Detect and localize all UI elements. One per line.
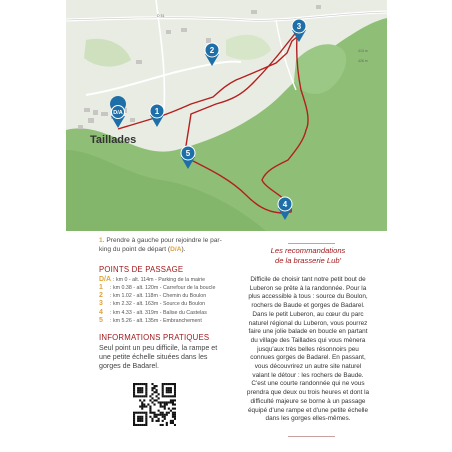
qr-module: [139, 395, 141, 397]
qr-module: [139, 391, 141, 393]
waypoint-text: : km 0.38 - alt. 120m - Carrefour de la boucle: [110, 285, 216, 292]
qr-module: [174, 414, 176, 416]
qr-module: [162, 414, 164, 416]
qr-module: [145, 420, 147, 422]
qr-module: [137, 395, 139, 397]
qr-module: [158, 397, 160, 399]
qr-module: [164, 383, 166, 385]
waypoint-row: [99, 292, 219, 300]
qr-module: [168, 395, 170, 397]
qr-module: [137, 416, 139, 418]
qr-module: [135, 383, 137, 385]
qr-module: [151, 389, 153, 391]
qr-module: [156, 395, 158, 397]
waypoint-row: [99, 284, 219, 292]
town-label: Taillades: [90, 134, 137, 146]
qr-module: [174, 395, 176, 397]
qr-module: [172, 420, 174, 422]
qr-module: [145, 389, 147, 391]
qr-module: [151, 393, 153, 395]
qr-module: [172, 401, 174, 403]
map-graphic: [66, 0, 387, 231]
qr-module: [156, 391, 158, 393]
qr-module: [133, 414, 135, 416]
qr-module: [162, 395, 164, 397]
qr-module: [170, 401, 172, 403]
qr-module: [160, 424, 162, 426]
qr-module: [164, 403, 166, 405]
qr-module: [158, 410, 160, 412]
qr-module: [162, 391, 164, 393]
qr-module: [137, 412, 139, 414]
qr-module: [172, 422, 174, 424]
qr-module: [172, 416, 174, 418]
waypoint-text: : km 0 - alt. 114m - Parking de la mairie: [113, 277, 206, 284]
qr-module: [162, 406, 164, 408]
qr-module: [145, 387, 147, 389]
qr-module: [156, 414, 158, 416]
qr-module: [133, 422, 135, 424]
qr-module: [143, 399, 145, 401]
qr-module: [166, 387, 168, 389]
qr-module: [172, 395, 174, 397]
waypoint-row: [99, 276, 219, 284]
qr-module: [172, 403, 174, 405]
qr-module: [166, 424, 168, 426]
qr-module: [174, 408, 176, 410]
qr-module: [133, 420, 135, 422]
qr-code-graphic: [133, 383, 176, 426]
waypoint-key: 5: [99, 316, 103, 324]
qr-module: [156, 385, 158, 387]
qr-module: [162, 401, 164, 403]
qr-module: [133, 391, 135, 393]
qr-module: [145, 418, 147, 420]
qr-module: [145, 412, 147, 414]
qr-module: [133, 418, 135, 420]
qr-module: [137, 418, 139, 420]
qr-module: [139, 418, 141, 420]
qr-module: [141, 412, 143, 414]
qr-module: [137, 424, 139, 426]
qr-code: [133, 383, 176, 426]
qr-module: [149, 395, 151, 397]
qr-module: [149, 410, 151, 412]
divider: [288, 243, 335, 244]
qr-module: [162, 387, 164, 389]
road-label: D 31: [157, 14, 165, 18]
qr-module: [133, 385, 135, 387]
qr-module: [166, 412, 168, 414]
qr-module: [153, 387, 155, 389]
points-title: POINTS DE PASSAGE: [99, 265, 184, 275]
reco-line: du village des Taillades qui vous mènera: [250, 336, 366, 344]
step-da: D/A: [170, 245, 182, 253]
qr-module: [149, 408, 151, 410]
qr-module: [168, 389, 170, 391]
qr-module: [174, 424, 176, 426]
qr-module: [139, 387, 141, 389]
qr-module: [168, 412, 170, 414]
qr-module: [149, 399, 151, 401]
qr-module: [133, 393, 135, 395]
svg-text:2: 2: [209, 46, 215, 55]
qr-module: [145, 385, 147, 387]
reco-title-line: de la brasserie Lub': [274, 256, 342, 265]
reco-line: vous découvrirez un autre site naturel: [254, 363, 362, 371]
qr-module: [158, 420, 160, 422]
qr-module: [137, 391, 139, 393]
qr-module: [166, 395, 168, 397]
svg-text:3: 3: [296, 22, 302, 31]
qr-module: [160, 403, 162, 405]
reco-line: Luberon se prête à la randonnée. Pour la: [249, 284, 367, 292]
qr-module: [166, 383, 168, 385]
qr-module: [153, 399, 155, 401]
elevation-label: 413 m: [358, 49, 368, 53]
qr-module: [139, 424, 141, 426]
waypoint-row: [99, 300, 219, 308]
waypoint-row: [99, 309, 219, 317]
qr-module: [133, 412, 135, 414]
reco-title-line: Les recommandations: [270, 246, 346, 255]
qr-module: [151, 397, 153, 399]
waypoint-key: 3: [99, 300, 103, 308]
qr-module: [170, 422, 172, 424]
qr-module: [151, 420, 153, 422]
qr-module: [156, 399, 158, 401]
qr-module: [162, 393, 164, 395]
svg-text:5: 5: [185, 149, 191, 158]
qr-module: [139, 412, 141, 414]
qr-module: [151, 412, 153, 414]
qr-module: [143, 424, 145, 426]
step-text: king du point de départ (: [99, 245, 171, 253]
qr-module: [172, 399, 174, 401]
qr-module: [168, 387, 170, 389]
waypoint-text: : km 1.02 - alt. 118m - Chemin du Boulon: [110, 293, 207, 300]
reco-line: naturel régional du Luberon, vous pourrez: [248, 319, 368, 327]
reco-line: valant le détour : les rochers de Baude.: [252, 371, 364, 379]
qr-module: [174, 383, 176, 385]
qr-module: [166, 389, 168, 391]
qr-module: [164, 416, 166, 418]
qr-module: [135, 395, 137, 397]
qr-module: [170, 389, 172, 391]
qr-module: [141, 391, 143, 393]
qr-module: [164, 418, 166, 420]
qr-module: [174, 389, 176, 391]
svg-text:4: 4: [282, 200, 288, 209]
qr-module: [160, 406, 162, 408]
qr-module: [153, 414, 155, 416]
trail-map: [66, 0, 387, 231]
reco-line: prendra que deux ou trois heures et dont la: [246, 389, 370, 397]
qr-module: [153, 416, 155, 418]
elevation-label: 426 m: [358, 59, 368, 63]
info-title: INFORMATIONS PRATIQUES: [99, 332, 210, 342]
qr-module: [145, 414, 147, 416]
qr-module: [133, 416, 135, 418]
qr-module: [164, 414, 166, 416]
qr-module: [143, 406, 145, 408]
qr-module: [164, 401, 166, 403]
reco-line: connues gorges de Badarel. En passant,: [250, 354, 366, 362]
qr-module: [133, 387, 135, 389]
qr-module: [174, 393, 176, 395]
qr-module: [141, 395, 143, 397]
qr-module: [156, 420, 158, 422]
qr-module: [149, 416, 151, 418]
qr-module: [158, 418, 160, 420]
qr-module: [143, 383, 145, 385]
page: [66, 0, 387, 452]
qr-module: [170, 399, 172, 401]
qr-module: [149, 406, 151, 408]
qr-module: [174, 399, 176, 401]
qr-module: [160, 401, 162, 403]
qr-module: [153, 403, 155, 405]
qr-module: [162, 416, 164, 418]
qr-module: [145, 391, 147, 393]
svg-text:1: 1: [154, 107, 160, 116]
waypoint-text: : km 4.33 - alt. 319m - Balise du Castelas: [110, 309, 207, 316]
qr-module: [137, 420, 139, 422]
qr-module: [153, 385, 155, 387]
qr-module: [139, 406, 141, 408]
qr-module: [151, 418, 153, 420]
waypoint-key: 2: [99, 292, 103, 300]
qr-module: [158, 414, 160, 416]
qr-module: [145, 422, 147, 424]
qr-module: [174, 391, 176, 393]
reco-line: rochers de Baude et gorges de Badarel.: [251, 302, 365, 310]
qr-module: [164, 408, 166, 410]
qr-module: [151, 387, 153, 389]
qr-module: [170, 383, 172, 385]
qr-module: [137, 389, 139, 391]
qr-module: [141, 418, 143, 420]
qr-module: [145, 383, 147, 385]
qr-module: [170, 395, 172, 397]
qr-module: [168, 408, 170, 410]
reco-line: jusqu'aux très belles résonnoirs peu: [257, 345, 359, 353]
qr-module: [162, 383, 164, 385]
qr-module: [170, 410, 172, 412]
step-number: 1.: [99, 237, 105, 244]
qr-module: [145, 393, 147, 395]
divider: [288, 436, 335, 437]
qr-module: [170, 391, 172, 393]
qr-module: [133, 424, 135, 426]
waypoint-row: [99, 317, 219, 325]
qr-module: [168, 391, 170, 393]
waypoint-key: 4: [99, 308, 103, 316]
qr-module: [139, 420, 141, 422]
qr-module: [151, 383, 153, 385]
qr-module: [133, 389, 135, 391]
qr-module: [143, 412, 145, 414]
qr-module: [156, 416, 158, 418]
qr-module: [133, 395, 135, 397]
qr-module: [141, 387, 143, 389]
waypoint-key: D/A: [99, 276, 112, 284]
qr-module: [162, 412, 164, 414]
reco-line: dans les gorges elles-mêmes.: [265, 415, 351, 423]
step-text: ).: [181, 245, 186, 253]
qr-module: [172, 408, 174, 410]
qr-module: [174, 403, 176, 405]
qr-module: [168, 401, 170, 403]
reco-line: difficulté majeure se borne à un passage: [250, 397, 366, 405]
qr-module: [145, 424, 147, 426]
qr-module: [133, 383, 135, 385]
qr-module: [135, 412, 137, 414]
qr-module: [156, 389, 158, 391]
qr-module: [166, 391, 168, 393]
qr-module: [145, 416, 147, 418]
step-text: Prendre à gauche pour rejoindre le par-: [106, 237, 222, 244]
qr-module: [141, 424, 143, 426]
qr-module: [139, 383, 141, 385]
qr-module: [170, 387, 172, 389]
reco-line: plus accessible à tous : source du Boulon,: [248, 293, 368, 301]
qr-module: [141, 389, 143, 391]
qr-module: [164, 395, 166, 397]
qr-module: [174, 387, 176, 389]
marker-da-label: D/A: [113, 110, 123, 116]
qr-module: [141, 408, 143, 410]
qr-module: [139, 399, 141, 401]
qr-module: [137, 383, 139, 385]
qr-module: [149, 412, 151, 414]
qr-module: [160, 414, 162, 416]
qr-module: [145, 406, 147, 408]
qr-module: [162, 420, 164, 422]
waypoint-text: : km 2.32 - alt. 163m - Source du Boulon: [110, 301, 206, 308]
qr-module: [145, 395, 147, 397]
qr-module: [172, 414, 174, 416]
qr-module: [147, 403, 149, 405]
qr-module: [164, 406, 166, 408]
waypoint-text: : km 5.26 - alt. 135m - Embranchement: [110, 317, 202, 324]
qr-module: [141, 416, 143, 418]
qr-module: [135, 424, 137, 426]
qr-module: [139, 416, 141, 418]
qr-module: [151, 401, 153, 403]
qr-module: [141, 403, 143, 405]
qr-module: [160, 412, 162, 414]
reco-line: Dans le petit Luberon, au cœur du parc: [252, 310, 364, 318]
qr-module: [172, 412, 174, 414]
qr-module: [153, 412, 155, 414]
qr-module: [174, 385, 176, 387]
qr-module: [172, 383, 174, 385]
qr-module: [139, 389, 141, 391]
qr-module: [158, 393, 160, 395]
qr-module: [162, 385, 164, 387]
qr-module: [137, 387, 139, 389]
waypoint-key: 1: [99, 284, 103, 292]
qr-module: [174, 416, 176, 418]
qr-module: [141, 383, 143, 385]
qr-module: [162, 424, 164, 426]
step-1: [99, 237, 224, 254]
qr-module: [141, 401, 143, 403]
reco-line: Difficile de choisir tant notre petit bout de: [250, 276, 366, 283]
qr-module: [166, 414, 168, 416]
reco-title: [233, 246, 383, 266]
recommendations: [233, 246, 383, 424]
reco-line: C'est une courte randonnée qui ne vous: [251, 380, 365, 388]
qr-module: [143, 403, 145, 405]
qr-module: [162, 389, 164, 391]
reco-text: [233, 276, 383, 424]
qr-module: [141, 420, 143, 422]
info-text: Seul point un peu difficile, la rampe et une petite échelle situées dans les gorges de Badarel.: [99, 343, 218, 371]
qr-module: [143, 395, 145, 397]
qr-module: [166, 401, 168, 403]
qr-module: [141, 406, 143, 408]
qr-module: [158, 401, 160, 403]
qr-module: [170, 420, 172, 422]
qr-module: [174, 418, 176, 420]
reco-line: faire une jolie balade en boucle en partant: [248, 328, 368, 336]
qr-module: [174, 412, 176, 414]
qr-module: [166, 422, 168, 424]
qr-module: [168, 383, 170, 385]
qr-module: [153, 391, 155, 393]
qr-module: [166, 403, 168, 405]
left-column: [66, 237, 222, 378]
reco-line: équipé d'une rampe et d'une petite échelle: [247, 406, 369, 414]
